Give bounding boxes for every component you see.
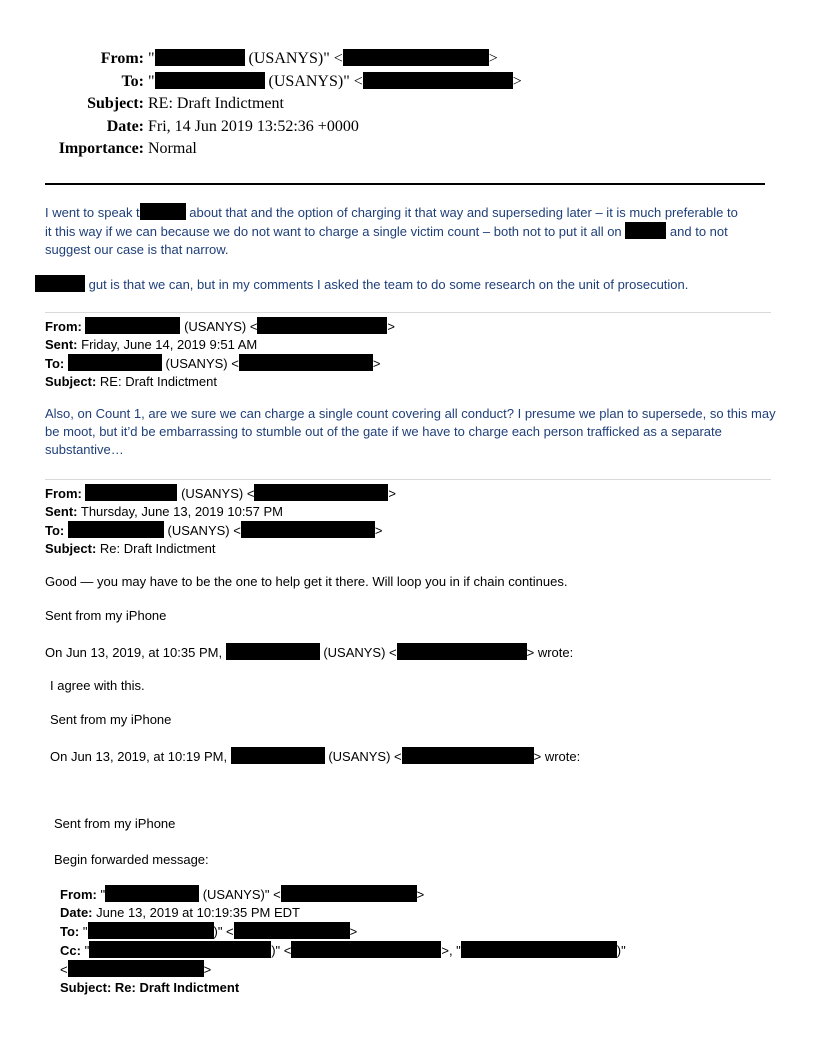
redaction — [343, 49, 489, 66]
header-importance-row — [0, 138, 816, 161]
date-label: Date: — [106, 117, 144, 135]
body-paragraph: I went to speak t about that and the option of charging it that way and superseding later – it is much preferable to it this way if we can because we do not want to charge a single victim count – both not to put it all on and to not suggest our case is that narrow. — [45, 205, 738, 257]
email3-body: Good — you may have to be the one to help get it there. Will loop you in if chain continues. — [45, 574, 568, 589]
email3-header: From: (USANYS) < > Sent: Thursday, June 13, 2019 10:57 PM To: (USANYS) < > Subject: Re: Draft Indictment — [45, 486, 397, 556]
quote-line: On Jun 13, 2019, at 10:19 PM, (USANYS) < > wrote: — [50, 749, 581, 764]
header-subject-row — [0, 93, 816, 116]
redaction — [35, 275, 85, 292]
to-label: To: — [121, 72, 144, 90]
redaction — [363, 72, 513, 89]
header-to-row: To: " (USANYS)" < > — [0, 71, 816, 94]
redaction — [254, 484, 388, 501]
redaction — [234, 922, 350, 939]
redaction — [155, 72, 265, 89]
subject-value: RE: Draft Indictment — [148, 95, 284, 112]
date-value: Fri, 14 Jun 2019 13:52:36 +0000 — [148, 117, 359, 135]
redaction — [140, 203, 186, 220]
forwarded-header: From: " (USANYS)" < > Date: June 13, 2019 at 10:19:35 PM EDT To: " )" < > Cc: " )" < >, " )" < > Subject: Re: Draft Indictment — [60, 887, 626, 995]
email2-body: Also, on Count 1, are we sure we can charge a single count covering all conduct? I presume we plan to supersede, so this may be moot, but it’d be embarrassing to stumble out of the gate if we have to charge each person trafficked as a separate substantive… — [45, 406, 776, 457]
redaction — [88, 922, 214, 939]
message-separator — [45, 479, 771, 480]
redaction — [68, 354, 162, 371]
subject-label: Subject: — [87, 95, 144, 112]
header-date-row — [0, 116, 816, 139]
redaction — [241, 521, 375, 538]
redaction — [281, 885, 417, 902]
redaction — [397, 643, 527, 660]
redaction — [291, 941, 441, 958]
importance-label: Importance: — [58, 140, 144, 157]
redaction — [625, 222, 666, 239]
redaction — [461, 941, 617, 958]
quote-line: On Jun 13, 2019, at 10:35 PM, (USANYS) < > wrote: — [45, 645, 574, 660]
redaction — [85, 484, 177, 501]
redaction — [85, 317, 180, 334]
header-divider — [45, 183, 765, 185]
redaction — [402, 747, 534, 764]
redaction — [68, 960, 204, 977]
redaction — [68, 521, 164, 538]
forward-intro: Begin forwarded message: — [54, 852, 209, 867]
redaction — [231, 747, 325, 764]
importance-value: Normal — [148, 140, 197, 157]
signature: Sent from my iPhone — [54, 816, 176, 831]
redaction — [105, 885, 199, 902]
message-separator — [45, 312, 771, 313]
redaction — [226, 643, 320, 660]
redaction — [155, 49, 245, 66]
redaction — [89, 941, 271, 958]
email2-header: From: (USANYS) < > Sent: Friday, June 14, 2019 9:51 AM To: (USANYS) < > Subject: RE: Draft Indictment — [45, 319, 396, 389]
body-paragraph: gut is that we can, but in my comments I asked the team to do some research on the unit of prosecution. — [35, 275, 688, 294]
signature: Sent from my iPhone — [45, 608, 167, 623]
email-header — [0, 48, 816, 161]
signature: Sent from my iPhone — [50, 712, 172, 727]
redaction — [239, 354, 373, 371]
header-from-row: From: " (USANYS)" < > — [0, 48, 816, 71]
redaction — [257, 317, 387, 334]
from-label: From: — [100, 50, 144, 67]
reply-text: I agree with this. — [50, 678, 145, 693]
